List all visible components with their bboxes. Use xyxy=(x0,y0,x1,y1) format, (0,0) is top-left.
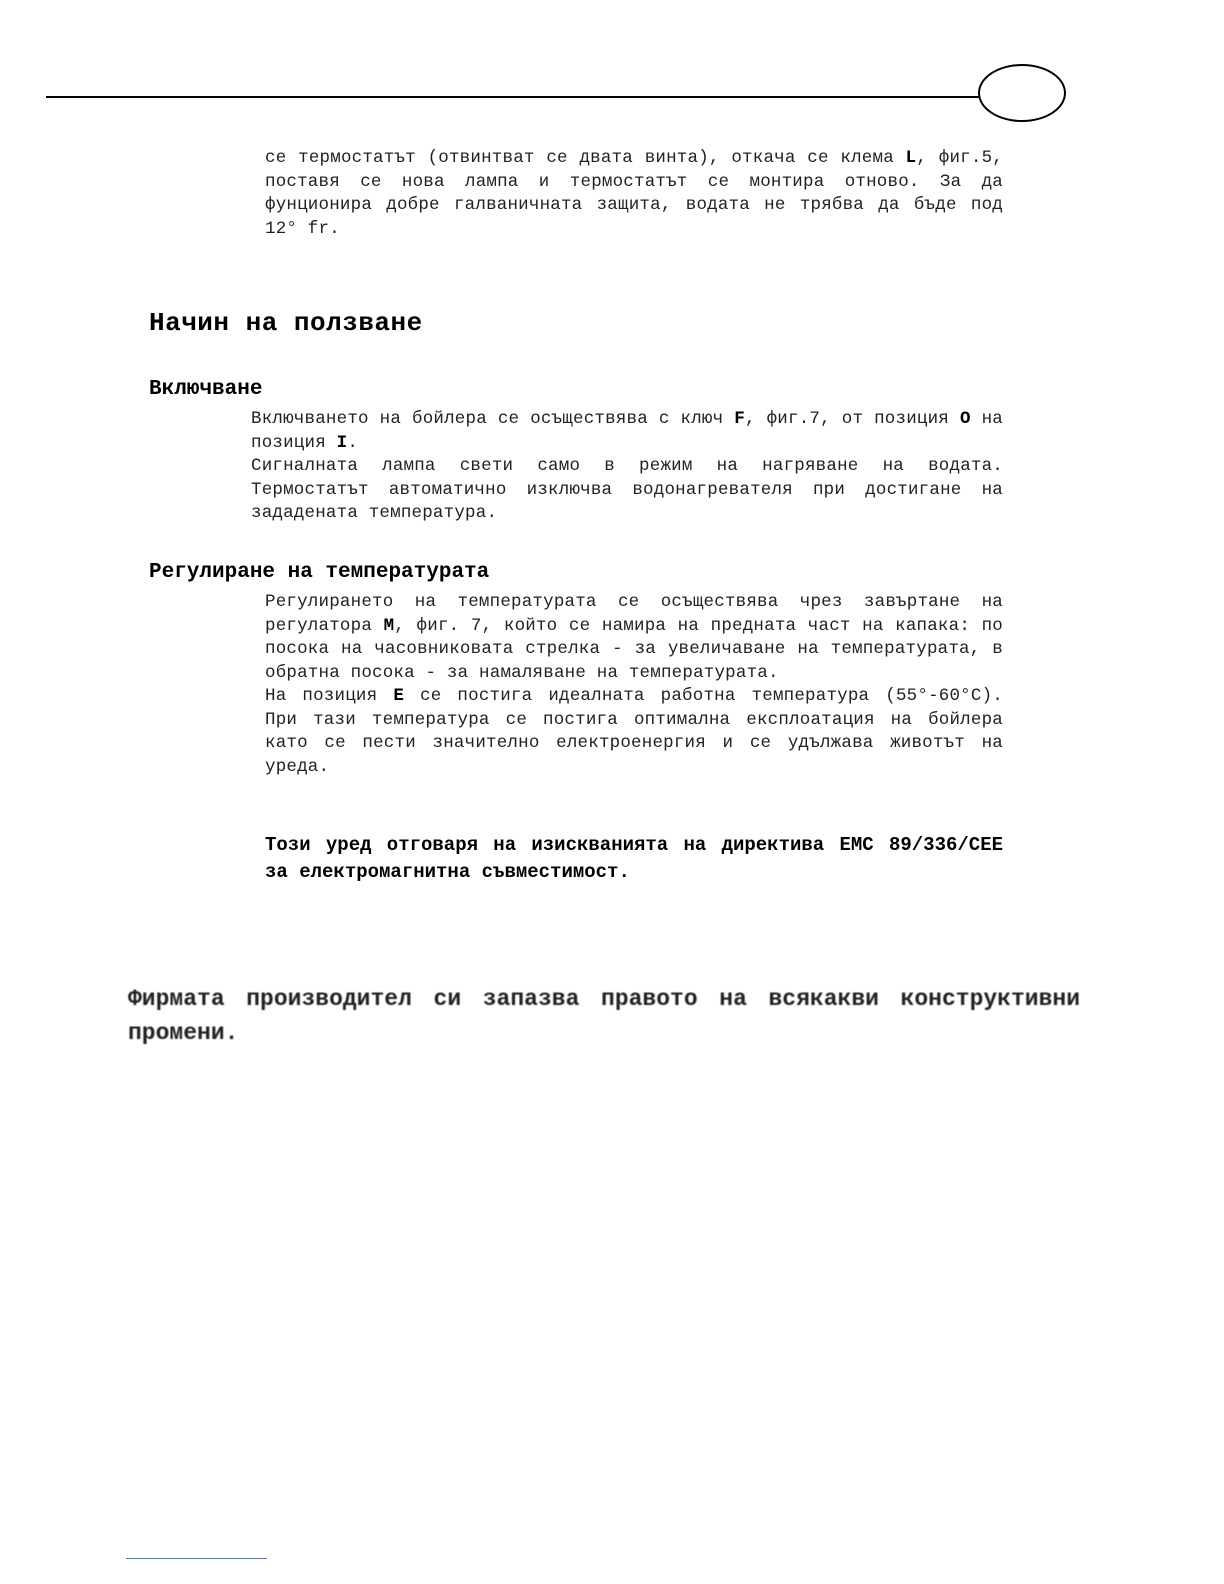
regulation-text-c: На позиция xyxy=(265,686,394,706)
clamp-label: L xyxy=(905,148,917,168)
section-title: Начин на ползване xyxy=(149,308,423,338)
position-i-label: I xyxy=(336,432,348,453)
switch-on-text-b: , фиг.7, от позиция xyxy=(744,409,960,429)
regulation-paragraph-1 xyxy=(265,591,1003,685)
footnote-separator xyxy=(126,1558,267,1559)
switch-on-paragraph-1 xyxy=(251,408,1003,455)
regulation-text-b: , фиг. 7, който се намира на предната част на капака: по посока на часовниковата стрелка - за увеличаване на температурата, в обратна посока - за намаляване на температурата. xyxy=(265,615,1003,683)
regulation-heading: Регулиране на температурата xyxy=(149,561,490,584)
manufacturer-note: Фирмата производител си запазва правото на всякакви конструктивни промени. xyxy=(128,986,1080,1046)
regulation-text-d: се постига идеалната работна температура (55°-60°C). При тази температура се постига оптимална експлоатация на бойлера като се пести значително електроенергия и се удължава животът на уреда. xyxy=(265,686,1003,777)
switch-on-text-a: Включването на бойлера се осъществява с ключ xyxy=(251,409,735,429)
regulation-body xyxy=(265,591,1003,779)
switch-on-text-d: . xyxy=(347,432,359,453)
switch-on-heading: Включване xyxy=(149,378,263,401)
switch-on-text-c: на позиция xyxy=(251,409,1003,453)
switch-on-paragraph-2: Сигналната лампа свети само в режим на нагряване на водата. Термостатът автоматично изключва водонагревателя при достигане на зададената температура. xyxy=(251,456,1003,523)
intro-text-1: се термостатът (отвинтват се двата винта), откача се клема xyxy=(265,148,906,168)
page-number-oval xyxy=(978,64,1066,122)
intro-paragraph xyxy=(265,147,1003,241)
position-e-label: E xyxy=(393,686,405,706)
regulator-m-label: M xyxy=(383,615,395,636)
intro-text-2: , фиг.5, поставя се нова лампа и термостатът се монтира отново. За да фунционира добре галваничната защита, водата не трябва да бъде под 12° fr. xyxy=(265,148,1003,239)
switch-on-body xyxy=(251,408,1003,526)
header-rule xyxy=(46,96,979,98)
key-f-label: F xyxy=(734,409,745,429)
directive-note: Този уред отговаря на изискванията на директива EMC 89/336/CEE за електромагнитна съвместимост. xyxy=(265,834,1003,883)
regulation-paragraph-2 xyxy=(265,685,1003,779)
regulation-text-a: Регулирането на температурата се осъществява чрез завъртане на регулатора xyxy=(265,592,1003,636)
position-o-label: O xyxy=(959,409,971,429)
